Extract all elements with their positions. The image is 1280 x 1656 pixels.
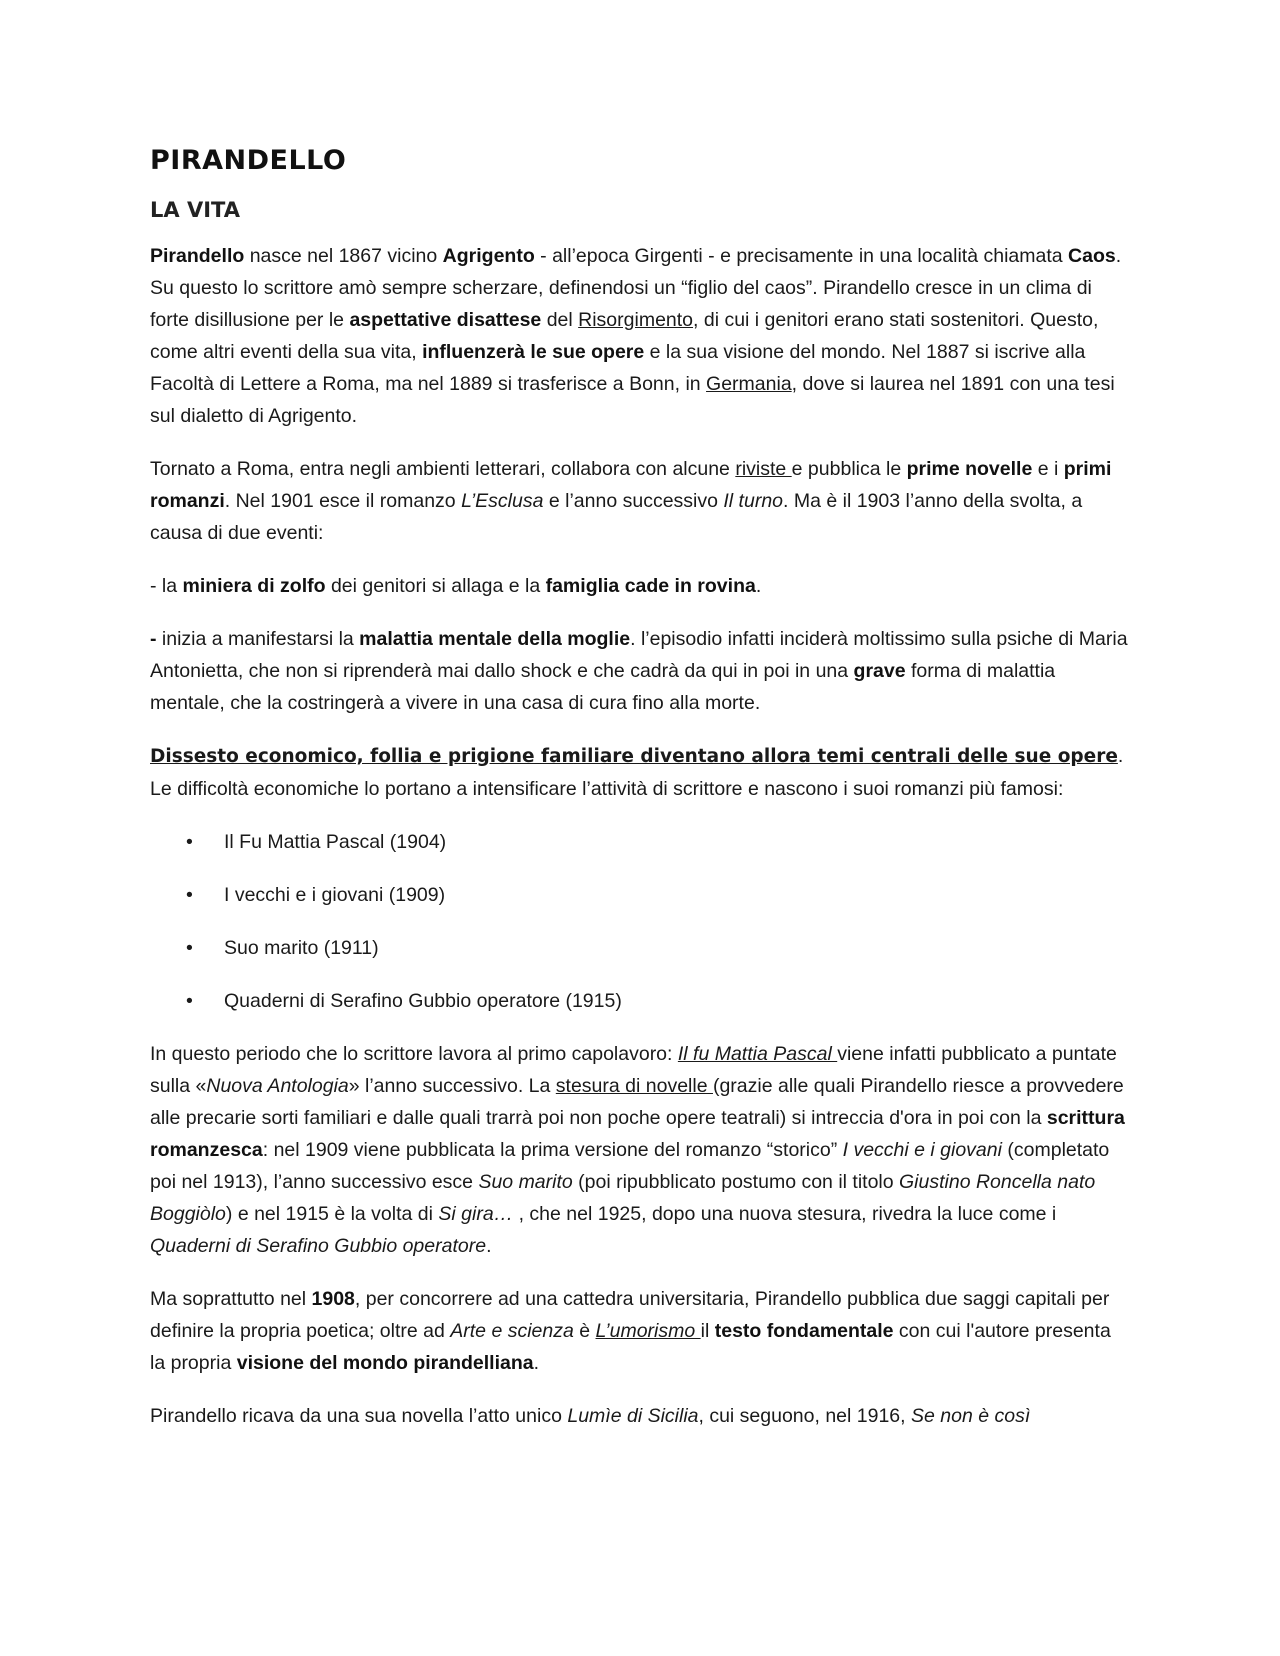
list-item: • Suo marito (1911) xyxy=(150,932,1130,964)
paragraph-umorismo: Ma soprattutto nel 1908, per concorrere ad una cattedra universitaria, Pirandello pubblica due saggi capitali per definire la propria poetica; oltre ad Arte e scienza è L’umorismo il testo fondamentale con cui l'autore presenta la propria visione del mondo pirandelliana. xyxy=(150,1288,1111,1374)
link-riviste[interactable]: riviste xyxy=(735,458,792,480)
list-item: • Il Fu Mattia Pascal (1904) xyxy=(150,826,1130,858)
document-body xyxy=(150,145,1130,1453)
bullet-icon: • xyxy=(186,990,193,1012)
link-il-fu-mattia-pascal[interactable]: Il fu Mattia Pascal xyxy=(677,1043,838,1065)
list-item: • I vecchi e i giovani (1909) xyxy=(150,879,1130,911)
paragraph-theatre: Pirandello ricava da una sua novella l’atto unico Lumìe di Sicilia, cui seguono, nel 1916, Se non è così xyxy=(150,1405,1031,1427)
document-title: PIRANDELLO xyxy=(150,145,347,176)
paragraph-themes: Dissesto economico, follia e prigione familiare diventano allora temi centrali delle sue opere. Le difficoltà economiche lo portano a intensificare l’attività di scrittore e nascono i suoi romanzi più famosi: xyxy=(150,745,1124,800)
paragraph-birth: Pirandello nasce nel 1867 vicino Agrigento - all’epoca Girgenti - e precisamente in una località chiamata Caos. Su questo lo scrittore amò sempre scherzare, definendosi un “figlio del caos”. Pirandello cresce in un clima di forte disillusione per le aspettative disattese del Risorgimento, di cui i genitori erano stati sostenitori. Questo, come altri eventi della sua vita, influenzerà le sue opere e la sua visione del mondo. Nel 1887 si iscrive alla Facoltà di Lettere a Roma, ma nel 1889 si trasferisce a Bonn, in Germania, dove si laurea nel 1891 con una tesi sul dialetto di Agrigento. xyxy=(150,245,1122,427)
bullet-icon: • xyxy=(186,937,193,959)
bullet-icon: • xyxy=(186,884,193,906)
themes-heading: Dissesto economico, follia e prigione familiare diventano allora temi centrali delle sue opere xyxy=(150,746,1118,767)
bullet-icon: • xyxy=(186,831,193,853)
section-heading: LA VITA xyxy=(150,198,240,222)
paragraph-event-mine: - la miniera di zolfo dei genitori si allaga e la famiglia cade in rovina. xyxy=(150,575,762,597)
list-item: • Quaderni di Serafino Gubbio operatore (1915) xyxy=(150,985,1130,1017)
link-stesura-di-novelle[interactable]: stesura di novelle xyxy=(555,1075,713,1097)
works-list xyxy=(150,826,1130,1017)
paragraph-rome: Tornato a Roma, entra negli ambienti letterari, collabora con alcune riviste e pubblica le prime novelle e i primi romanzi. Nel 1901 esce il romanzo L’Esclusa e l’anno successivo Il turno. Ma è il 1903 l’anno della svolta, a causa di due eventi: xyxy=(150,458,1112,544)
link-risorgimento[interactable]: Risorgimento xyxy=(578,309,694,331)
link-l-umorismo[interactable]: L’umorismo xyxy=(595,1320,701,1342)
link-germania[interactable]: Germania xyxy=(706,373,792,395)
paragraph-masterpiece: In questo periodo che lo scrittore lavora al primo capolavoro: Il fu Mattia Pascal viene infatti pubblicato a puntate sulla «Nuova Antologia» l’anno successivo. La stesura di novelle (grazie alle quali Pirandello riesce a provvedere alle precarie sorti familiari e dalle quali trarrà poi non poche opere teatrali) si intreccia d'ora in poi con la scrittura romanzesca: nel 1909 viene pubblicata la prima versione del romanzo “storico” I vecchi e i giovani (completato poi nel 1913), l’anno successivo esce Suo marito (poi ripubblicato postumo con il titolo Giustino Roncella nato Boggiòlo) e nel 1915 è la volta di Si gira… , che nel 1925, dopo una nuova stesura, rivedra la luce come i Quaderni di Serafino Gubbio operatore. xyxy=(150,1043,1125,1257)
paragraph-event-illness: - inizia a manifestarsi la malattia mentale della moglie. l’episodio infatti inciderà moltissimo sulla psiche di Maria Antonietta, che non si riprenderà mai dallo shock e che cadrà da qui in poi in una grave forma di malattia mentale, che la costringerà a vivere in una casa di cura fino alla morte. xyxy=(150,628,1128,714)
